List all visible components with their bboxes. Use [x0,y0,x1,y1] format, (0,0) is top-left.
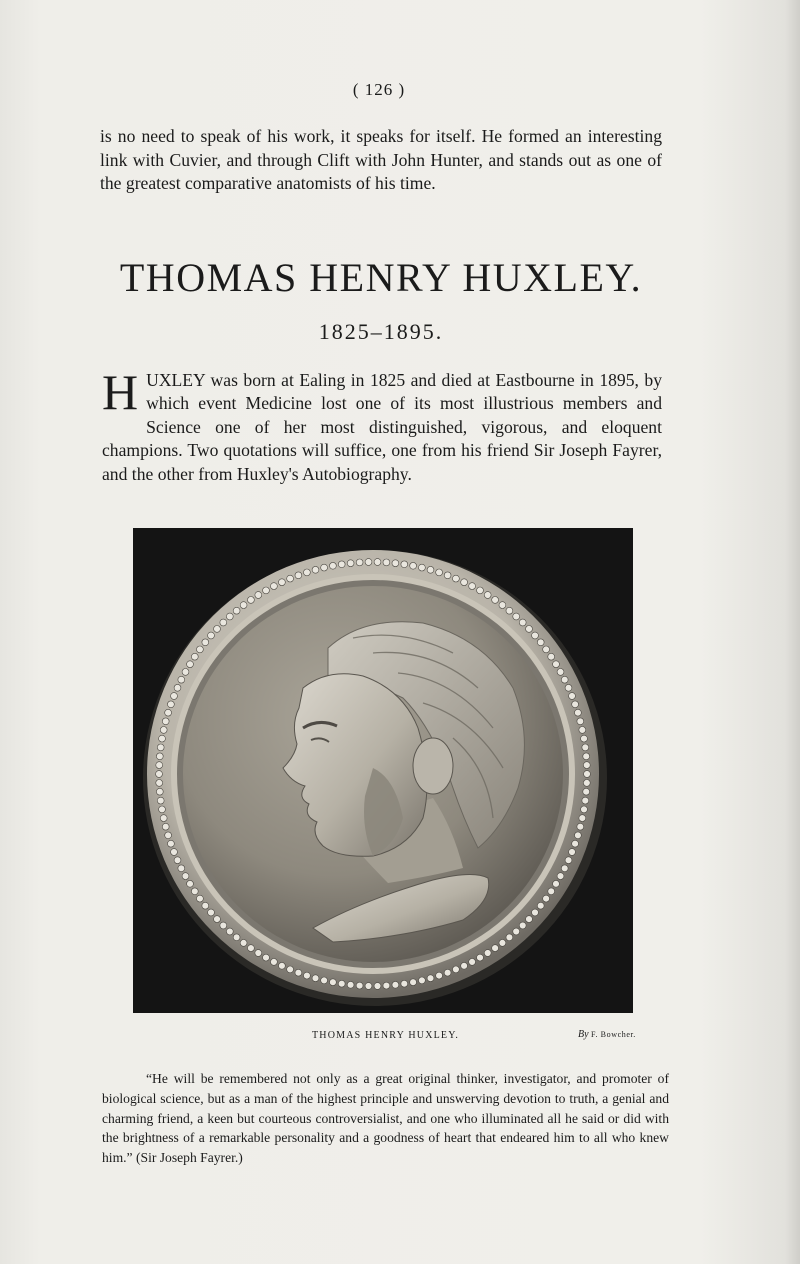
medallion-bead [548,653,555,660]
medallion-bead [233,934,240,941]
intro-paragraph [102,364,662,486]
medallion-bead [226,613,233,620]
medallion-bead [191,888,198,895]
medallion-bead [202,639,209,646]
medallion-bead [174,684,181,691]
medallion-bead [220,619,227,626]
medallion-bead [469,959,476,966]
medallion-bead [178,676,185,683]
medallion-bead [561,865,568,872]
medallion-bead [532,909,539,916]
medallion-bead [214,626,221,633]
medallion-bead [584,771,591,778]
medallion-bead [255,950,262,957]
medallion-bead [565,857,572,864]
medallion-bead [532,632,539,639]
continued-paragraph: is no need to speak of his work, it speaks for itself. He formed an interesting link with Cuvier, and through Clift with John Hunter, and stands out as one of the greatest comparative anatomists of his time. [100,126,662,193]
medallion-bead [419,977,426,984]
medallion-bead [304,972,311,979]
medallion-bead [526,626,533,633]
medallion-bead [156,780,163,787]
medallion-bead [553,880,560,887]
intro-text: UXLEY was born at Ealing in 1825 and died at Eastbourne in 1895, by which event Medicine lost one of its most illustrious members and Science one of her most distinguished, vigorous, and eloquent champions. Two quotations will suffice, one from his friend Sir Joseph Fayrer, and the other from Huxley's Autobiography. [102,370,662,484]
medallion-bead [304,569,311,576]
medallion-bead [543,895,550,902]
medallion-bead [583,762,590,769]
medallion-bead [263,954,270,961]
medallion-bead [513,928,520,935]
medallion-bead [401,980,408,987]
medallion-bead [582,744,589,751]
medallion-bead [427,975,434,982]
medallion-bead [583,753,590,760]
medallion-bead [330,562,337,569]
medallion-bead [365,983,372,990]
medallion-bead [159,735,166,742]
medallion-bead [187,880,194,887]
medallion-bead [295,572,302,579]
section-dates: 1825–1895. [318,319,444,344]
medallion-bead [240,940,247,947]
medallion-relief-image [133,528,633,1013]
medallion-bead [214,916,221,923]
medallion-bead [162,823,169,830]
medallion-bead [287,966,294,973]
medallion-bead [187,661,194,668]
medallion-bead [557,669,564,676]
medallion-bead [499,940,506,947]
medallion-bead [263,587,270,594]
medallion-bead [565,684,572,691]
medallion-bead [461,962,468,969]
medallion-bead [159,806,166,813]
medallion-bead [248,945,255,952]
medallion-bead [444,572,451,579]
medallion-bead [160,727,167,734]
medallion-bead [506,607,513,614]
medallion-bead [583,780,590,787]
fayrer-quotation: “He will be remembered not only as a great original thinker, investigator, and promoter of biological science, but as a man of the highest principle and unswerving devotion to truth, a genial and charming friend, a keen but courteous controversialist, and one who illuminated all he said or did with the brightness of a remarkable personality and a goodness of heart that endeared him to all who knew him.” (Sir Joseph Fayrer.) [102,1071,669,1166]
medallion-bead [506,934,513,941]
medallion-bead [287,575,294,582]
medallion-bead [156,762,163,769]
medallion-bead [444,969,451,976]
figure-caption: THOMAS HENRY HUXLEY. [312,1030,460,1041]
medallion-bead [171,849,178,856]
medallion-bead [356,559,363,566]
medallion-bead [295,969,302,976]
medallion-bead [575,709,582,716]
medallion-bead [162,718,169,725]
medallion-bead [374,559,381,566]
medallion-bead [383,559,390,566]
medallion-bead [279,579,286,586]
medallion-bead [365,559,372,566]
medallion-bead [160,815,167,822]
medallion-bead [338,980,345,987]
medallion-bead [208,632,215,639]
medallion-bead [255,592,262,599]
credit-by: By [578,1029,589,1040]
medallion-bead [156,771,163,778]
medallion-bead [453,575,460,582]
medallion-photograph [133,528,633,1013]
medallion-bead [347,981,354,988]
medallion-bead [392,560,399,567]
medallion-bead [453,966,460,973]
medallion-bead [168,840,175,847]
medallion-bead [356,982,363,989]
medallion-bead [182,873,189,880]
medallion-bead [233,607,240,614]
medallion-bead [427,566,434,573]
medallion-bead [182,669,189,676]
medallion-bead [347,560,354,567]
medallion-bead [477,587,484,594]
medallion-bead [220,922,227,929]
medallion-bead [271,583,278,590]
medallion-bead [410,562,417,569]
medallion-bead [197,895,204,902]
medallion-bead [156,753,163,760]
section-title: THOMAS HENRY HUXLEY. [119,255,643,300]
medallion-bead [537,902,544,909]
medallion-bead [156,788,163,795]
medallion-bead [338,561,345,568]
drop-cap: H [102,364,139,420]
medallion-bead [557,873,564,880]
medallion-bead [577,823,584,830]
medallion-bead [165,832,172,839]
medallion-bead [477,954,484,961]
medallion-bead [537,639,544,646]
medallion-bead [572,840,579,847]
medallion-bead [469,583,476,590]
medallion-bead [519,922,526,929]
medallion-bead [492,597,499,604]
medallion-bead [436,569,443,576]
medallion-bead [330,979,337,986]
medallion-bead [569,693,576,700]
medallion-bead [191,653,198,660]
medallion-bead [174,857,181,864]
medallion-bead [279,962,286,969]
medallion-bead [526,916,533,923]
medallion-bead [519,619,526,626]
medallion-bead [499,602,506,609]
medallion-bead [410,979,417,986]
medallion-bead [484,592,491,599]
medallion-bead [569,849,576,856]
medallion-bead [577,718,584,725]
medallion-bead [202,902,209,909]
medallion-bead [401,561,408,568]
medallion-bead [561,676,568,683]
medallion-bead [312,975,319,982]
medallion-bead [581,735,588,742]
medallion-bead [321,564,328,571]
medallion-bead [171,693,178,700]
medallion-bead [484,950,491,957]
medallion-bead [157,797,164,804]
medallion-bead [392,981,399,988]
medallion-bead [321,977,328,984]
medallion-bead [383,982,390,989]
medallion-bead [197,646,204,653]
medallion-bead [165,709,172,716]
medallion-bead [374,983,381,990]
medallion-bead [208,909,215,916]
medallion-bead [579,727,586,734]
medallion-bead [543,646,550,653]
medallion-bead [581,806,588,813]
medallion-bead [436,972,443,979]
medallion-bead [461,579,468,586]
medallion-bead [248,597,255,604]
medallion-bead [575,832,582,839]
medallion-bead [579,815,586,822]
medallion-bead [513,613,520,620]
medallion-bead [271,959,278,966]
medallion-bead [226,928,233,935]
medallion-bead [157,744,164,751]
medallion-bead [553,661,560,668]
medallion-bead [240,602,247,609]
medallion-bead [582,797,589,804]
credit-name: F. Bowcher. [591,1030,636,1039]
medallion-bead [492,945,499,952]
medallion-bead [548,888,555,895]
medallion-bead [419,564,426,571]
medallion-bead [312,566,319,573]
medallion-bead [572,701,579,708]
figure-credit [578,1029,636,1040]
medallion-bead [178,865,185,872]
medallion-bead [583,788,590,795]
medallion-bead [168,701,175,708]
page-number: ( 126 ) [352,80,406,99]
